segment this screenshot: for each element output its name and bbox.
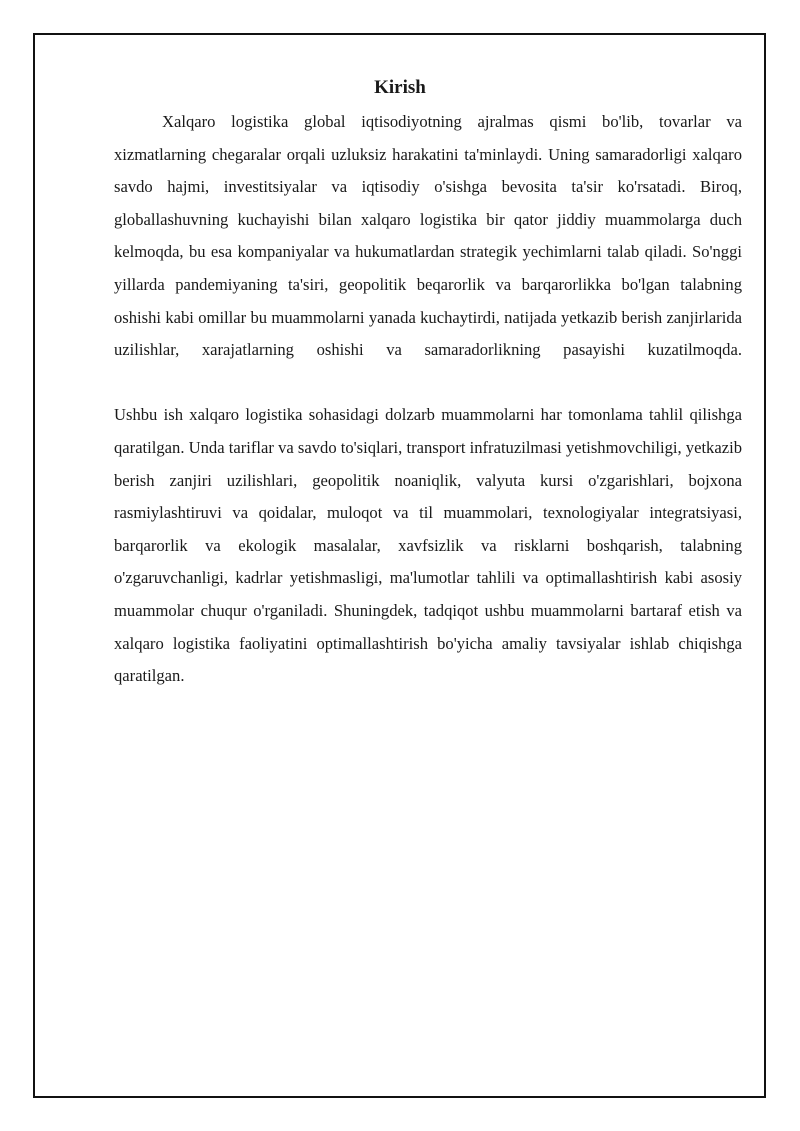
paragraph-introduction: Xalqaro logistika global iqtisodiyotning ajralmas qismi bo'lib, tovarlar va xizmatlarning chegaralar orqali uzluksiz harakatini ta'minlaydi. Uning samaradorligi xalqaro savdo hajmi, investitsiyalar va iqtisodiy o'sishga bevosita ta'sir ko'rsatadi. Biroq, globallashuvning kuchayishi bilan xalqaro logistika bir qator jiddiy muammolarga duch kelmoqda, bu esa kompaniyalar va hukumatlardan strategik yechimlarni talab qiladi. So'nggi yillarda pandemiyaning ta'siri, geopolitik beqarorlik va barqarorlikka bo'lgan talabning oshishi kabi omillar bu muammolarni yanada kuchaytirdi, natijada yetkazib berish zanjirlarida uzilishlar, xarajatlarning oshishi va samaradorlikning pasayishi kuzatilmoqda.: [114, 112, 742, 360]
paragraph-scope: Ushbu ish xalqaro logistika sohasidagi dolzarb muammolarni har tomonlama tahlil qilishga qaratilgan. Unda tariflar va savdo to'siqlari, transport infratuzilmasi yetishmovchiligi, yetkazib berish zanjiri uzilishlari, geopolitik noaniqlik, valyuta kursi o'zgarishlari, bojxona rasmiylashtiruvi va qoidalar, muloqot va til muammolari, texnologiyalar integratsiyasi, barqarorlik va ekologik masalalar, xavfsizlik va risklarni boshqarish, talabning o'zgaruvchanligi, kadrlar yetishmasligi, ma'lumotlar tahlili va optimallashtirish kabi asosiy muammolar chuqur o'rganiladi. Shuningdek, tadqiqot ushbu muammolarni bartaraf etish va xalqaro logistika faoliyatini optimallashtirish bo'yicha amaliy tavsiyalar ishlab chiqishga qaratilgan.: [114, 405, 742, 686]
document-body: [114, 106, 742, 693]
page-title: Kirish: [374, 77, 426, 98]
